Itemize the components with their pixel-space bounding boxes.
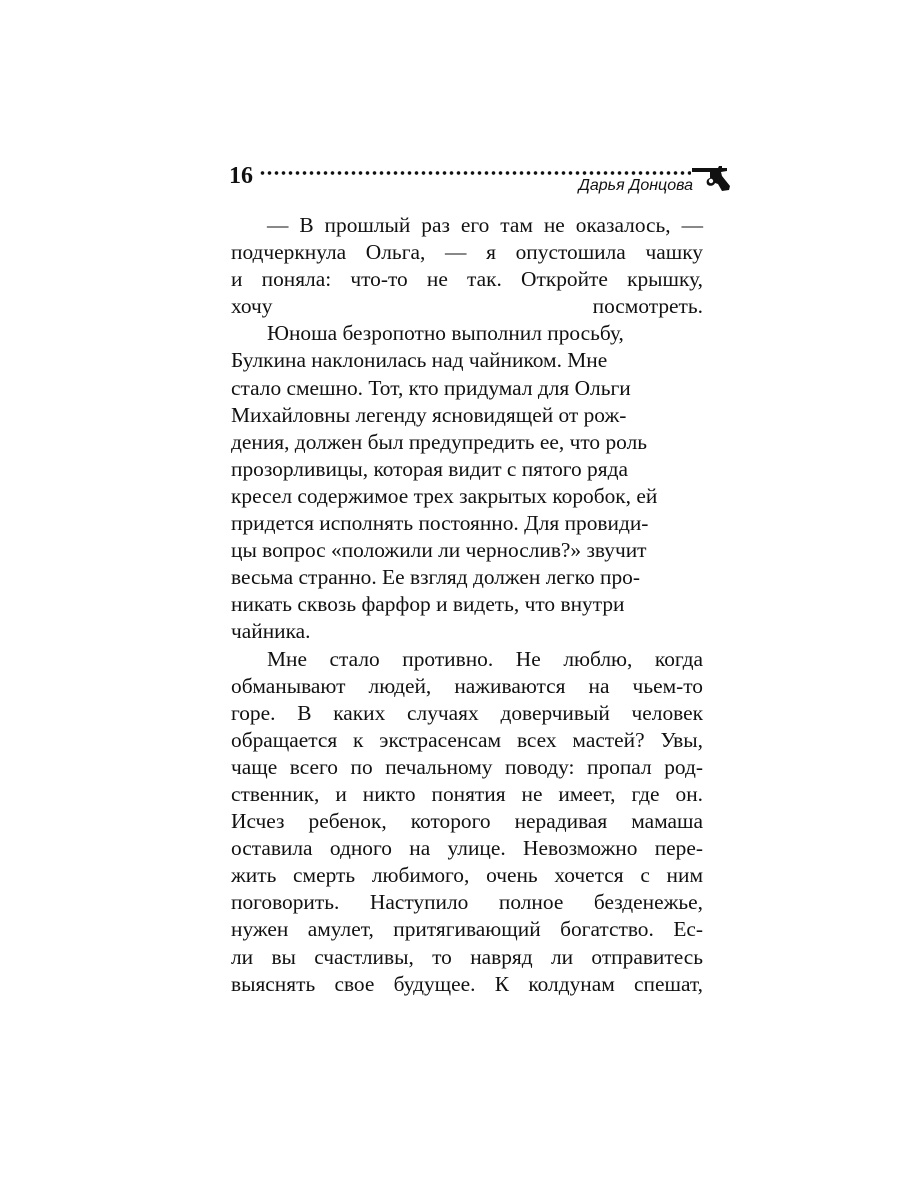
paragraph-1: — В прошлый раз его там не оказалось, — подчеркнула Ольга, — я опустошила чашку и поняла: что-то не так. Откройте крышку, хочу посмотреть. — [231, 213, 703, 319]
page-number: 16 — [229, 163, 253, 189]
revolver-icon — [691, 166, 731, 192]
paragraph-2: Юноша безропотно выполнил просьбу, Булкина наклонилась над чайником. Мне стало смешно. Тот, кто придумал для Ольги Михайловны легенду ясновидящей от рож- дения, должен был предупредить ее, что роль прозорливицы, которая видит с пятого ряда кресел содержимое трех закрытых коробок, ей придется исполнять постоянно. Для провиди- цы вопрос «положили ли чернослив?» звучит весьма странно. Ее взгляд должен легко про- никать сквозь фарфор и видеть, что внутри чайника. — [231, 321, 658, 644]
running-header — [229, 160, 731, 200]
text-body — [231, 212, 703, 998]
paragraph-3: Мне стало противно. Не люблю, когда обманывают людей, наживаются на чьем-то горе. В каких случаях доверчивый человек обращается к экстрасенсам всех мастей? Увы, чаще всего по печальному поводу: пропал род- ственник, и никто понятия не имеет, где он. Исчез ребенок, которого нерадивая мамаша оставила одного на улице. Невозможно пере- жить смерть любимого, очень хочется с ним поговорить. Наступило полное безденежье, нужен амулет, притягивающий богатство. Ес- ли вы счастливы, то навряд ли отправитесь выяснять свое будущее. К колдунам спешат, — [231, 646, 703, 996]
running-head-author: Дарья Донцова — [578, 177, 693, 194]
